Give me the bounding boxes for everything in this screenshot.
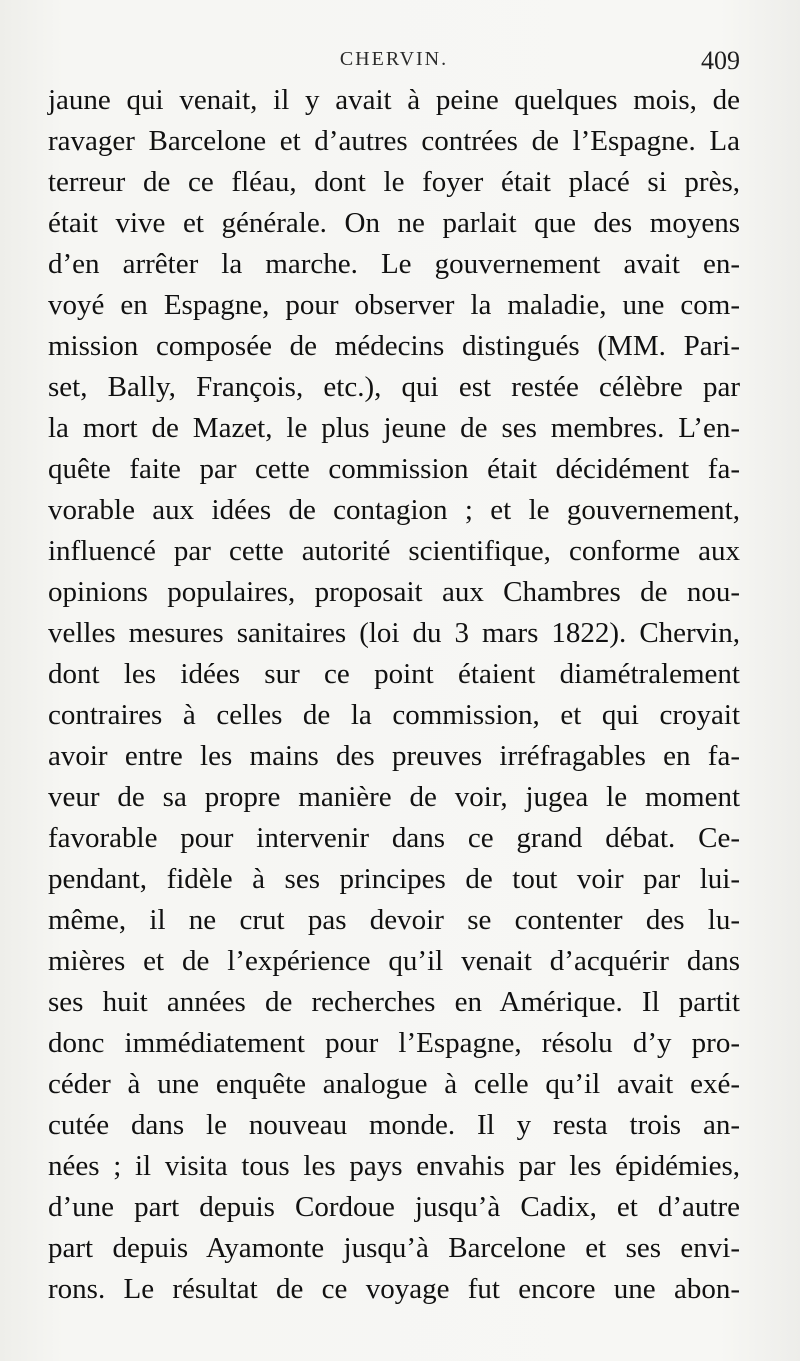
text-line: quête faite par cette commission était décidément fa- xyxy=(48,453,740,485)
text-line: avoir entre les mains des preuves irréfragables en fa- xyxy=(48,740,740,772)
text-line: voyé en Espagne, pour observer la maladie, une com- xyxy=(48,289,740,321)
text-line: mission composée de médecins distingués (MM. Pari- xyxy=(48,330,740,362)
text-line: était vive et générale. On ne parlait que des moyens xyxy=(48,207,740,239)
text-line: part depuis Ayamonte jusqu’à Barcelone et ses envi- xyxy=(48,1232,740,1264)
text-line: ses huit années de recherches en Amérique. Il partit xyxy=(48,986,740,1018)
text-line: céder à une enquête analogue à celle qu’il avait exé- xyxy=(48,1068,740,1100)
text-line: nées ; il visita tous les pays envahis par les épidémies, xyxy=(48,1150,740,1182)
page-number: 409 xyxy=(701,46,740,75)
text-line: veur de sa propre manière de voir, jugea le moment xyxy=(48,781,740,813)
text-line: influencé par cette autorité scientifique, conforme aux xyxy=(48,535,740,567)
text-line: dont les idées sur ce point étaient diamétralement xyxy=(48,658,740,690)
text-line: velles mesures sanitaires (loi du 3 mars 1822). Chervin, xyxy=(48,617,740,649)
text-line: d’en arrêter la marche. Le gouvernement avait en- xyxy=(48,248,740,280)
text-line: vorable aux idées de contagion ; et le gouvernement, xyxy=(48,494,740,526)
text-line: la mort de Mazet, le plus jeune de ses membres. L’en- xyxy=(48,412,740,444)
text-line: rons. Le résultat de ce voyage fut encore une abon- xyxy=(48,1273,740,1305)
text-line: pendant, fidèle à ses principes de tout voir par lui- xyxy=(48,863,740,895)
text-line: terreur de ce fléau, dont le foyer était placé si près, xyxy=(48,166,740,198)
text-line: favorable pour intervenir dans ce grand débat. Ce- xyxy=(48,822,740,854)
text-line: mières et de l’expérience qu’il venait d’acquérir dans xyxy=(48,945,740,977)
body-text xyxy=(48,80,740,1310)
text-line: jaune qui venait, il y avait à peine quelques mois, de xyxy=(48,84,740,116)
text-line: contraires à celles de la commission, et qui croyait xyxy=(48,699,740,731)
running-title: CHERVIN. xyxy=(339,48,449,70)
text-line: d’une part depuis Cordoue jusqu’à Cadix, et d’autre xyxy=(48,1191,740,1223)
text-line: set, Bally, François, etc.), qui est restée célèbre par xyxy=(48,371,740,403)
running-head xyxy=(48,46,740,78)
text-line: donc immédiatement pour l’Espagne, résolu d’y pro- xyxy=(48,1027,740,1059)
text-line: opinions populaires, proposait aux Chambres de nou- xyxy=(48,576,740,608)
text-line: cutée dans le nouveau monde. Il y resta trois an- xyxy=(48,1109,740,1141)
text-line: même, il ne crut pas devoir se contenter des lu- xyxy=(48,904,740,936)
text-line: ravager Barcelone et d’autres contrées de l’Espagne. La xyxy=(48,125,740,157)
